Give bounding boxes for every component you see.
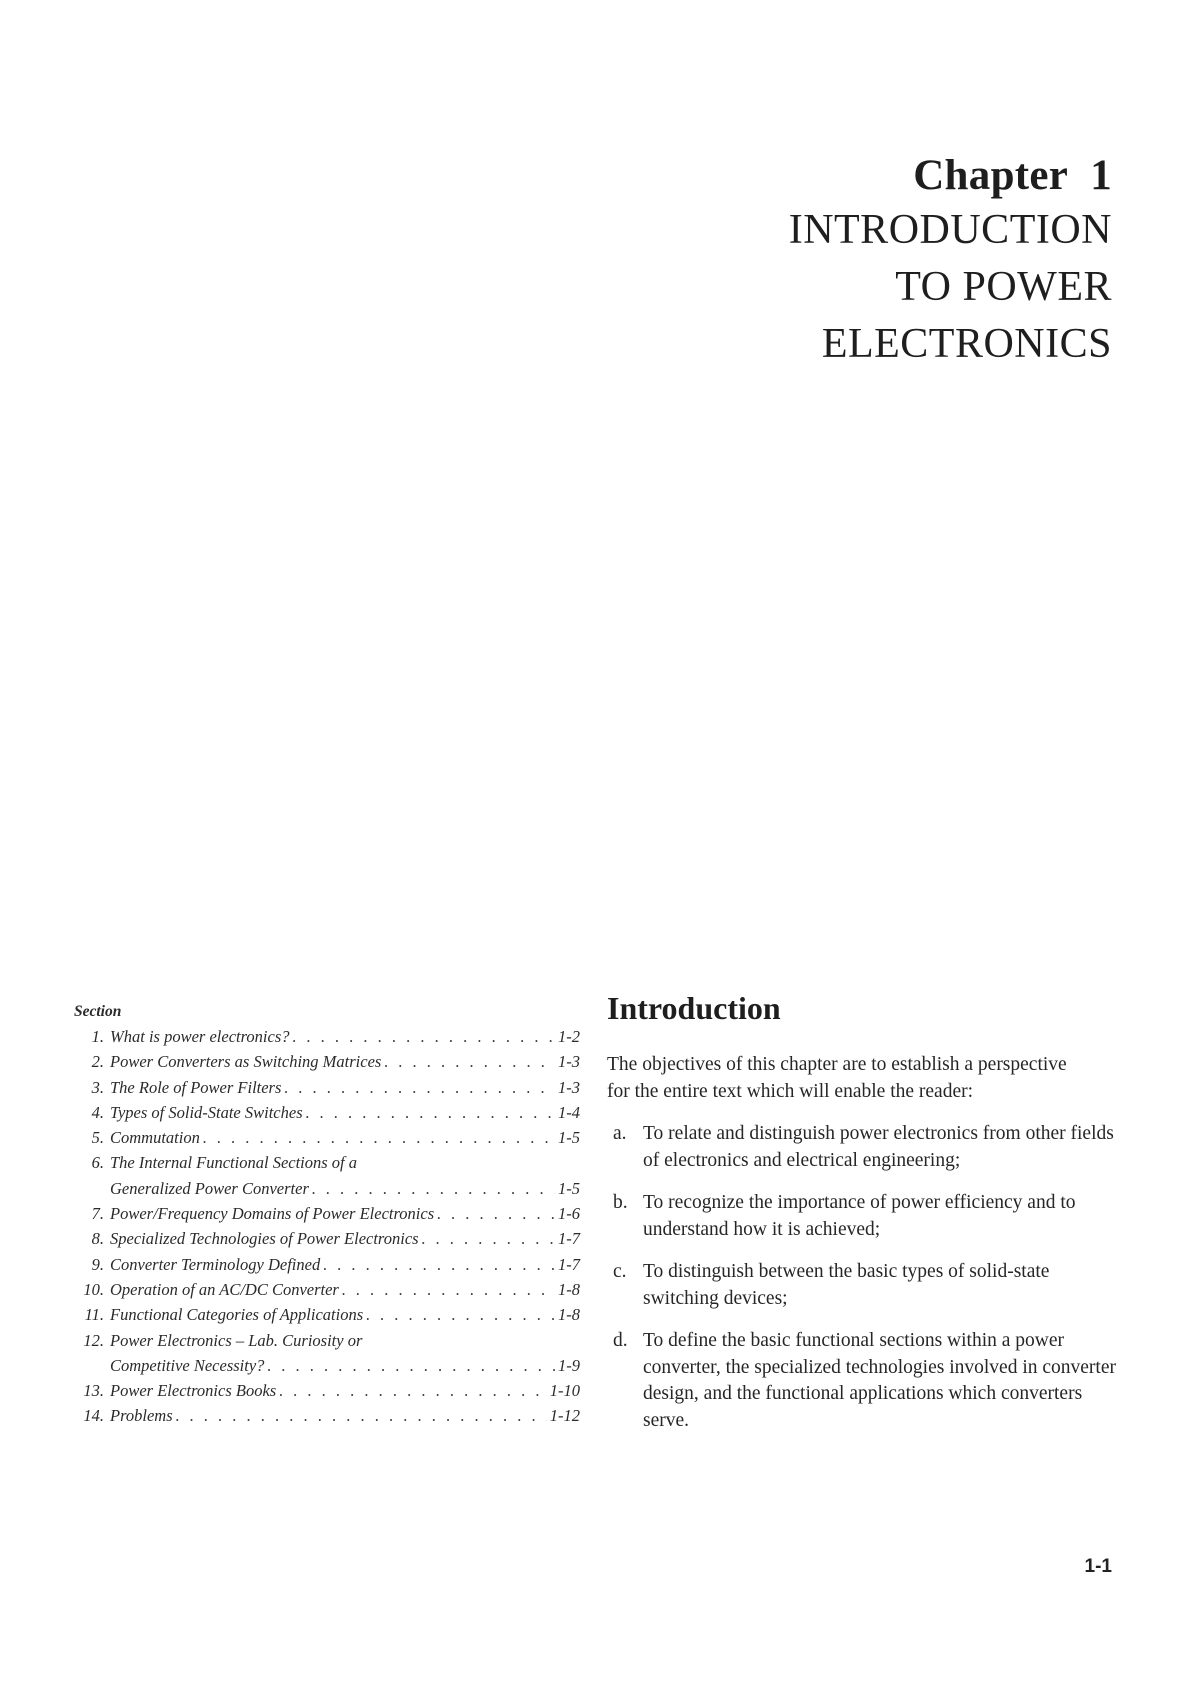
toc-entry-title: Generalized Power Converter	[110, 1178, 309, 1198]
toc-entry-page: 1-10	[549, 1381, 580, 1401]
toc-entry-title: Power Converters as Switching Matrices	[110, 1052, 382, 1072]
objective-item	[607, 1328, 1127, 1434]
toc-entry-number: 2.	[91, 1052, 104, 1072]
toc-entry-title: The Role of Power Filters	[110, 1077, 282, 1097]
toc-leader-dots	[323, 1252, 555, 1277]
toc-leader-dots	[279, 1378, 547, 1403]
toc-leader-dots	[342, 1277, 555, 1302]
toc-entry	[68, 1353, 580, 1378]
chapter-label	[472, 150, 1112, 202]
toc-leader-dots	[203, 1125, 555, 1150]
toc-entry	[68, 1302, 580, 1327]
toc-entry-number: 5.	[91, 1128, 104, 1148]
objective-letter: a.	[613, 1123, 627, 1144]
toc-leader-dots	[306, 1100, 555, 1125]
toc-entry	[68, 1150, 580, 1175]
toc-entry	[68, 1252, 580, 1277]
toc-entry-title: Functional Categories of Applications	[110, 1305, 364, 1325]
toc-entry	[68, 1100, 580, 1125]
toc-leader-dots	[422, 1226, 555, 1251]
toc-entry-number: 10.	[83, 1279, 104, 1299]
objective-text: To define the basic functional sections within a power converter, the specialized technologies involved in converter design, and the functional applications which converters serve.	[643, 1330, 1116, 1431]
toc-entry	[68, 1277, 580, 1302]
toc-leader-dots	[312, 1176, 555, 1201]
toc-entry	[68, 1403, 580, 1428]
toc-entry-page: 1-8	[558, 1305, 580, 1325]
toc-leader-dots	[437, 1201, 555, 1226]
toc-entry-title: Power Electronics – Lab. Curiosity or	[110, 1330, 363, 1350]
toc-entry-number: 14.	[83, 1406, 104, 1426]
toc-entry	[68, 1125, 580, 1150]
objective-letter: c.	[613, 1261, 627, 1282]
objective-text: To relate and distinguish power electronics from other fields of electronics and electrical engineering;	[643, 1123, 1114, 1171]
section-contents	[68, 1000, 580, 1429]
chapter-heading	[472, 150, 1112, 373]
chapter-word: Chapter	[913, 152, 1069, 199]
objective-item	[607, 1121, 1127, 1174]
toc-entry	[68, 1328, 580, 1353]
objective-text: To recognize the importance of power efficiency and to understand how it is achieved;	[643, 1192, 1076, 1240]
toc-entry-title: Types of Solid-State Switches	[110, 1102, 303, 1122]
chapter-number: 1	[1090, 152, 1112, 199]
toc-list	[68, 1024, 580, 1429]
toc-entry-page: 1-9	[558, 1355, 580, 1375]
introduction-paragraph: The objectives of this chapter are to establish a perspective for the entire text which will enable the reader:	[607, 1054, 1067, 1102]
objective-text: To distinguish between the basic types of solid-state switching devices;	[643, 1261, 1050, 1309]
introduction-title: Introduction	[607, 990, 781, 1026]
toc-entry-page: 1-5	[558, 1128, 580, 1148]
toc-entry	[68, 1049, 580, 1074]
toc-entry-page: 1-3	[558, 1052, 580, 1072]
toc-entry-page: 1-5	[558, 1178, 580, 1198]
toc-header: Section	[74, 1003, 122, 1020]
toc-entry-page: 1-2	[558, 1027, 580, 1046]
toc-leader-dots	[293, 1024, 556, 1049]
toc-entry-title: Commutation	[110, 1128, 200, 1148]
toc-entry-title: Converter Terminology Defined	[110, 1254, 321, 1274]
toc-entry-number: 12.	[83, 1330, 104, 1350]
toc-leader-dots	[284, 1075, 555, 1100]
toc-entry	[68, 1201, 580, 1226]
toc-entry-number: 8.	[91, 1229, 104, 1249]
toc-entry-number: 3.	[91, 1077, 104, 1097]
chapter-title-line: ELECTRONICS	[821, 321, 1112, 367]
toc-entry	[68, 1226, 580, 1251]
toc-entry-number: 4.	[91, 1102, 104, 1122]
toc-entry-page: 1-7	[558, 1229, 580, 1249]
toc-entry-page: 1-12	[549, 1406, 580, 1426]
toc-entry-title: Competitive Necessity?	[110, 1355, 265, 1375]
toc-entry	[68, 1075, 580, 1100]
toc-leader-dots	[267, 1353, 555, 1378]
toc-leader-dots	[384, 1049, 555, 1074]
toc-entry	[68, 1024, 580, 1049]
toc-entry-title: Problems	[110, 1406, 173, 1426]
toc-entry	[68, 1378, 580, 1403]
toc-entry-page: 1-7	[558, 1254, 580, 1274]
objective-item	[607, 1190, 1127, 1243]
toc-entry-title: Specialized Technologies of Power Electronics	[110, 1229, 419, 1249]
objective-letter: d.	[613, 1330, 628, 1351]
page-number: 1-1	[1084, 1556, 1112, 1577]
toc-entry-title: Power Electronics Books	[110, 1381, 277, 1401]
toc-entry-number: 6.	[91, 1153, 104, 1173]
toc-entry-title: The Internal Functional Sections of a	[110, 1153, 358, 1173]
chapter-title-line: INTRODUCTION	[788, 207, 1112, 253]
toc-entry-title: What is power electronics?	[110, 1027, 290, 1046]
toc-entry-page: 1-4	[558, 1102, 580, 1122]
introduction-section	[607, 987, 1127, 1450]
toc-entry-title: Power/Frequency Domains of Power Electronics	[110, 1204, 435, 1224]
toc-leader-dots	[366, 1302, 555, 1327]
toc-entry-number: 11.	[84, 1305, 104, 1325]
objectives-list	[607, 1121, 1127, 1434]
toc-entry-number: 9.	[91, 1254, 104, 1274]
toc-entry-page: 1-8	[558, 1279, 580, 1299]
toc-entry-number: 7.	[91, 1204, 104, 1224]
toc-entry	[68, 1176, 580, 1201]
chapter-title-line: TO POWER	[895, 264, 1112, 310]
objective-item	[607, 1259, 1127, 1312]
toc-leader-dots	[176, 1403, 547, 1428]
toc-entry-number: 1.	[91, 1027, 104, 1046]
toc-entry-number: 13.	[83, 1381, 104, 1401]
toc-entry-page: 1-6	[558, 1204, 580, 1224]
toc-entry-title: Operation of an AC/DC Converter	[110, 1279, 339, 1299]
objective-letter: b.	[613, 1192, 628, 1213]
toc-entry-page: 1-3	[558, 1077, 580, 1097]
